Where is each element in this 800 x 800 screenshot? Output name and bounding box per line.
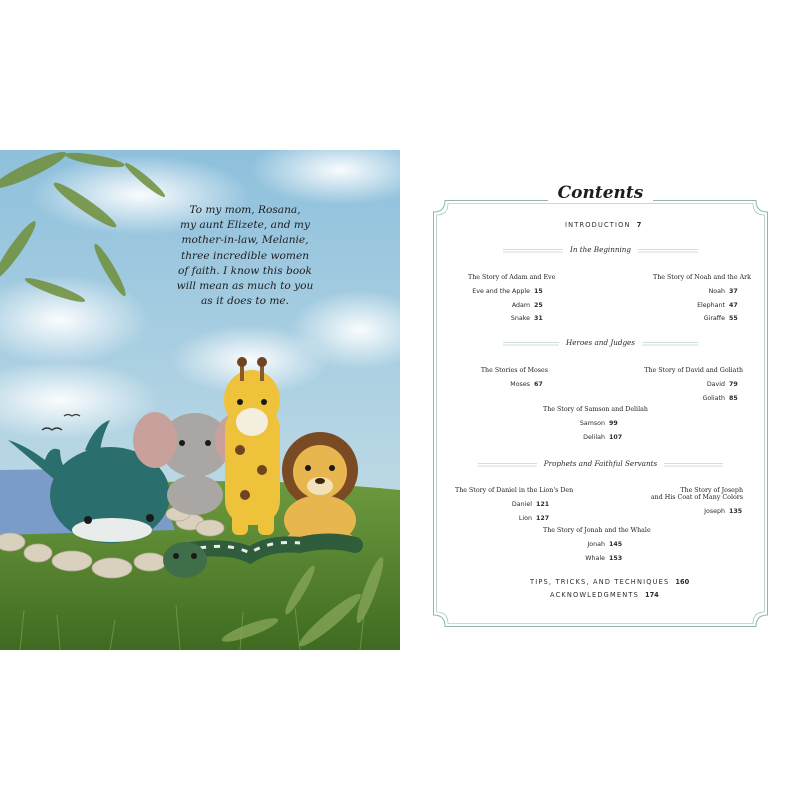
entry-name: Giraffe: [703, 315, 725, 322]
story-daniel-in-the-lions-den: [455, 487, 574, 525]
contents-title: [433, 180, 768, 206]
back-matter-page: 160: [675, 578, 690, 586]
story-david-and-goliath: [633, 367, 743, 405]
lion-toy: [282, 432, 358, 548]
story-title: The Stories of Moses: [480, 367, 548, 374]
entry-page: 85: [729, 394, 738, 402]
entry-name: Goliath: [702, 394, 725, 402]
story-samson-and-delilah: [543, 406, 648, 444]
giraffe-toy: [224, 357, 280, 535]
story-title: The Story of Noah and the Ark: [653, 274, 751, 281]
section-title: Prophets and Faithful Servants: [537, 459, 664, 468]
entry-page: 37: [729, 288, 738, 295]
dedication-text: [155, 203, 335, 309]
dedication-line: as it does to me.: [200, 295, 290, 308]
entry-page: 107: [609, 433, 623, 441]
entry-name: Joseph: [704, 508, 725, 515]
story-title-line2: and His Coat of Many Colors: [650, 494, 743, 501]
entry-page: 31: [534, 315, 543, 322]
entry-name: Whale: [585, 554, 605, 562]
cover-photo: [0, 150, 400, 650]
toc-entry: [543, 538, 623, 552]
introduction-entry: [565, 221, 641, 229]
toc-entry: [543, 552, 623, 566]
toc-entry: [543, 417, 623, 431]
entry-page: 127: [536, 514, 550, 522]
entry-name: Adam: [511, 301, 530, 309]
toc-entry: [543, 431, 623, 445]
contents-title-text: Contents: [548, 183, 654, 203]
story-title: The Story of David and Goliath: [644, 367, 743, 374]
entry-name: Moses: [510, 381, 530, 388]
toc-entry: [455, 498, 550, 512]
entry-name: Samson: [579, 420, 605, 427]
dedication-line: mother-in-law, Melanie,: [181, 234, 309, 247]
toc-entry: [468, 312, 548, 326]
story-title: The Story of Jonah and the Whale: [543, 527, 651, 534]
entry-page: 99: [609, 420, 618, 427]
section-title: Heroes and Judges: [559, 338, 642, 347]
table-of-contents: [433, 183, 768, 627]
back-matter-page: 174: [645, 591, 659, 599]
dedication-line: my aunt Elizete, and my: [180, 219, 310, 232]
dedication-line: will mean as much to you: [176, 280, 314, 293]
entry-name: Elephant: [697, 301, 725, 309]
entry-name: Delilah: [583, 433, 605, 441]
story-title: The Story of Joseph: [680, 487, 743, 494]
entry-page: 121: [536, 501, 550, 508]
back-matter-label: ACKNOWLEDGMENTS: [550, 591, 639, 599]
entry-page: 15: [534, 288, 543, 295]
introduction-label: INTRODUCTION: [565, 221, 631, 229]
dedication-line: of faith. I know this book: [178, 264, 312, 277]
toc-entry: [468, 299, 548, 313]
back-matter-entry-acknowledgments: [550, 591, 659, 599]
entry-name: David: [706, 381, 725, 388]
entry-page: 25: [534, 301, 543, 309]
story-noah-and-the-ark: [653, 274, 751, 326]
story-title: The Story of Adam and Eve: [468, 274, 556, 281]
toc-entry: [653, 312, 743, 326]
section-heading-in-the-beginning: [433, 245, 768, 254]
entry-page: 153: [609, 554, 623, 562]
entry-name: Snake: [510, 315, 530, 322]
entry-name: Eve and the Apple: [472, 288, 530, 295]
entry-page: 145: [609, 541, 623, 548]
story-joseph: [638, 487, 743, 519]
introduction-page: 7: [636, 221, 642, 229]
story-moses: [468, 367, 548, 392]
toc-entry: [633, 378, 743, 392]
section-heading-heroes-and-judges: [433, 338, 768, 347]
toc-entry: [653, 299, 743, 313]
entry-name: Daniel: [511, 501, 532, 508]
entry-name: Noah: [708, 288, 725, 295]
story-adam-and-eve: [468, 274, 556, 326]
entry-name: Lion: [518, 514, 532, 522]
entry-page: 55: [729, 315, 738, 322]
story-jonah-and-the-whale: [543, 527, 651, 565]
back-matter-label: TIPS, TRICKS, AND TECHNIQUES: [530, 578, 670, 586]
back-matter-entry-tips: [530, 578, 689, 586]
section-title: In the Beginning: [563, 245, 638, 254]
entry-page: 79: [729, 381, 738, 388]
story-title: The Story of Samson and Delilah: [543, 406, 648, 413]
toc-entry: [468, 285, 548, 299]
dedication-line: To my mom, Rosana,: [189, 204, 301, 216]
toc-entry: [455, 512, 550, 526]
entry-page: 135: [729, 508, 743, 515]
story-title: The Story of Daniel in the Lion's Den: [455, 487, 574, 494]
toc-entry: [468, 378, 548, 392]
dedication-line: three incredible women: [180, 249, 310, 262]
toc-entry: [653, 285, 743, 299]
toc-entry: [638, 505, 743, 519]
entry-name: Jonah: [587, 541, 605, 548]
toc-entry: [633, 392, 743, 406]
entry-page: 67: [534, 381, 543, 388]
entry-page: 47: [729, 301, 738, 309]
